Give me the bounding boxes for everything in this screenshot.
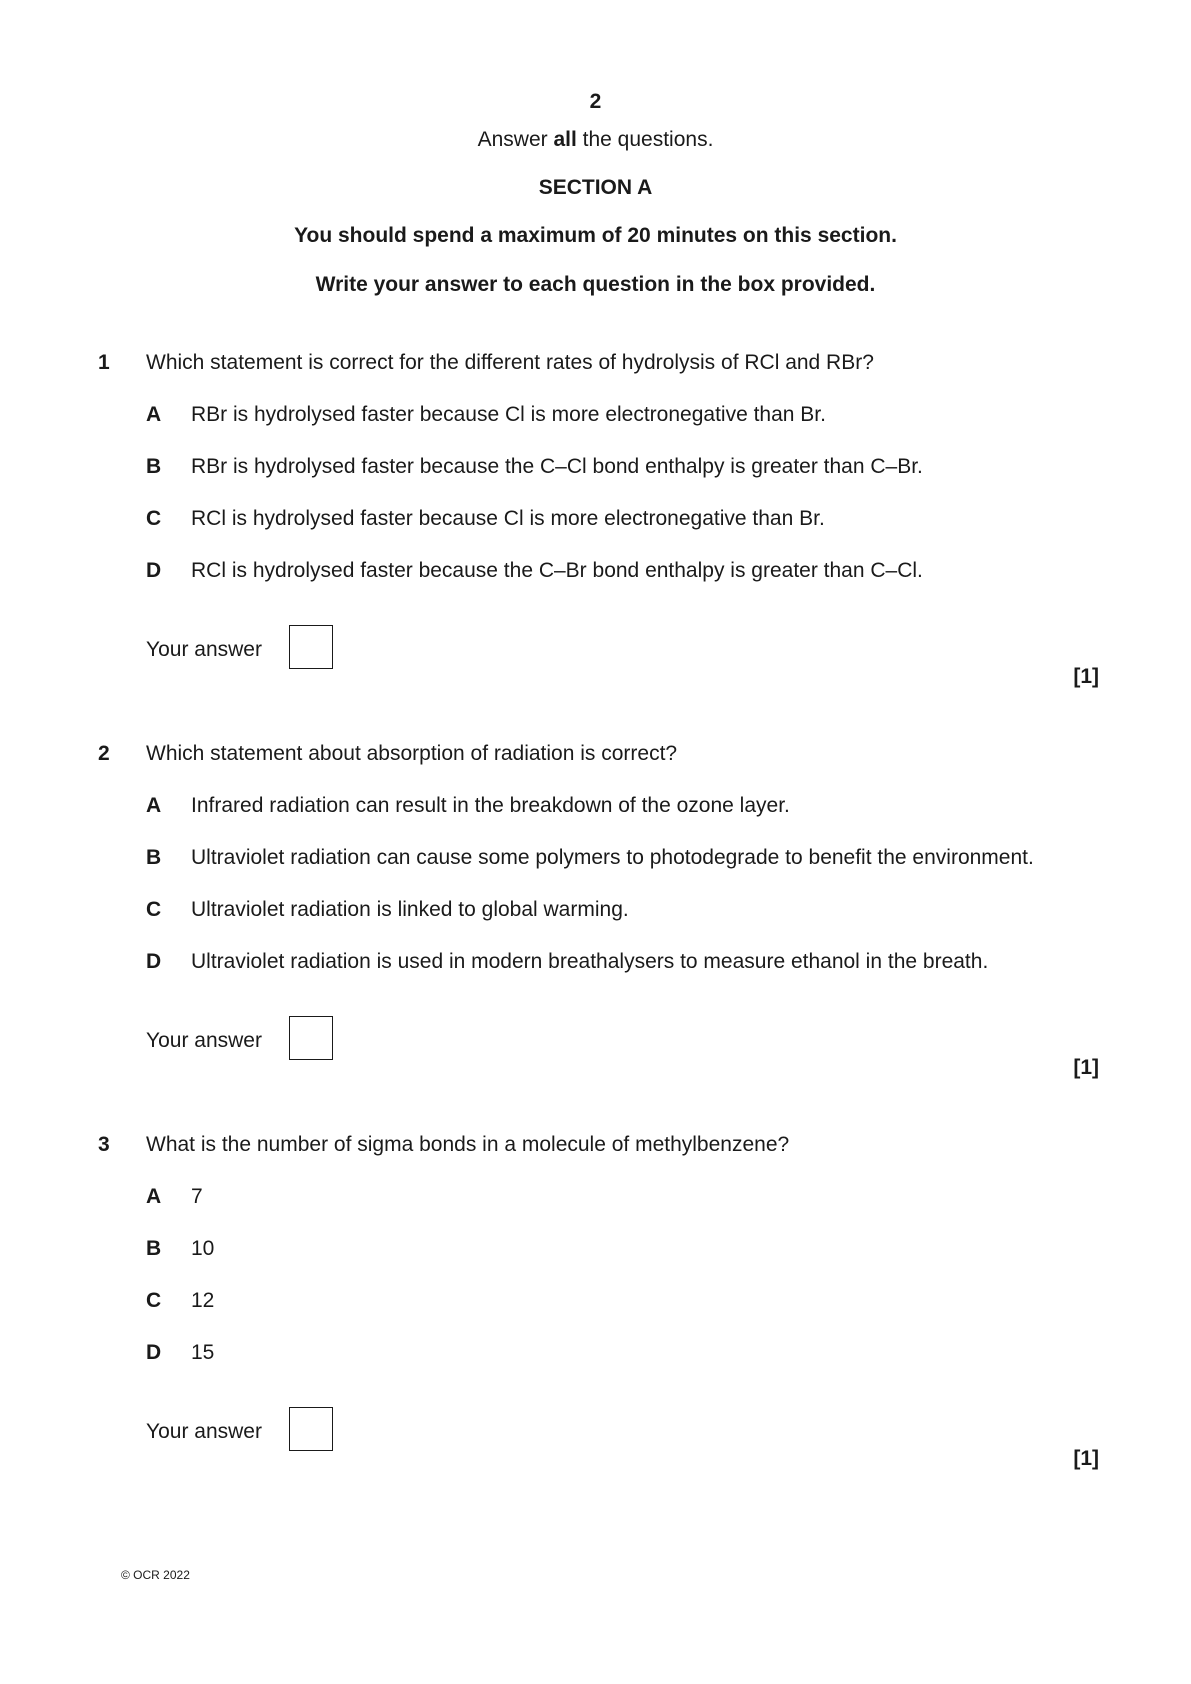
answer-label: Your answer (146, 1029, 262, 1052)
option-text: RCl is hydrolysed faster because Cl is more electronegative than Br. (191, 507, 825, 530)
question-number: 3 (98, 1133, 110, 1156)
marks: [1] (1073, 665, 1099, 688)
option-text: 12 (191, 1289, 215, 1312)
section-title: SECTION A (538, 176, 653, 199)
instruction-answer-all-pre: Answer (477, 128, 554, 151)
option-letter: B (146, 846, 162, 869)
option-text: RBr is hydrolysed faster because Cl is more electronegative than Br. (191, 403, 826, 426)
option-a (146, 403, 826, 427)
option-d (146, 950, 988, 974)
question-number: 1 (98, 351, 110, 374)
option-text: RCl is hydrolysed faster because the C–Br bond enthalpy is greater than C–Cl. (191, 559, 923, 582)
instruction-answer-all (0, 128, 1191, 152)
option-letter: A (146, 794, 162, 817)
answer-label: Your answer (146, 638, 262, 661)
option-d (146, 1341, 214, 1365)
marks: [1] (1073, 1447, 1099, 1470)
option-letter: C (146, 898, 162, 921)
option-letter: D (146, 950, 162, 973)
option-text: Infrared radiation can result in the breakdown of the ozone layer. (191, 794, 790, 817)
instruction-time: You should spend a maximum of 20 minutes on this section. (294, 224, 897, 247)
option-b (146, 455, 923, 479)
option-c (146, 507, 825, 531)
option-letter: B (146, 1237, 162, 1260)
question-number: 2 (98, 742, 110, 765)
option-b (146, 846, 1034, 870)
option-c (146, 1289, 214, 1313)
instruction-answer-all-post: the questions. (576, 128, 714, 151)
option-text: 10 (191, 1237, 215, 1260)
answer-box-q3[interactable] (289, 1407, 333, 1451)
option-text: Ultraviolet radiation can cause some polymers to photodegrade to benefit the environment. (191, 846, 1034, 869)
option-letter: A (146, 403, 162, 426)
option-letter: B (146, 455, 162, 478)
question-text: Which statement about absorption of radiation is correct? (146, 742, 678, 765)
instruction-answer-box: Write your answer to each question in the box provided. (315, 273, 876, 296)
answer-box-q2[interactable] (289, 1016, 333, 1060)
option-text: 7 (191, 1185, 203, 1208)
option-letter: C (146, 507, 162, 530)
option-b (146, 1237, 214, 1261)
option-text: 15 (191, 1341, 215, 1364)
option-text: Ultraviolet radiation is used in modern breathalysers to measure ethanol in the breath. (191, 950, 989, 973)
question-text: Which statement is correct for the different rates of hydrolysis of RCl and RBr? (146, 351, 874, 374)
option-c (146, 898, 629, 922)
option-text: Ultraviolet radiation is linked to global warming. (191, 898, 629, 921)
option-a (146, 1185, 203, 1209)
option-a (146, 794, 790, 818)
answer-box-q1[interactable] (289, 625, 333, 669)
option-d (146, 559, 923, 583)
page-number: 2 (589, 90, 602, 113)
answer-label: Your answer (146, 1420, 262, 1443)
option-text: RBr is hydrolysed faster because the C–Cl bond enthalpy is greater than C–Br. (191, 455, 923, 478)
option-letter: C (146, 1289, 162, 1312)
option-letter: D (146, 1341, 162, 1364)
option-letter: D (146, 559, 162, 582)
instruction-answer-all-bold: all (553, 128, 577, 151)
marks: [1] (1073, 1056, 1099, 1079)
option-letter: A (146, 1185, 162, 1208)
copyright: © OCR 2022 (121, 1568, 190, 1582)
question-text: What is the number of sigma bonds in a molecule of methylbenzene? (146, 1133, 790, 1156)
